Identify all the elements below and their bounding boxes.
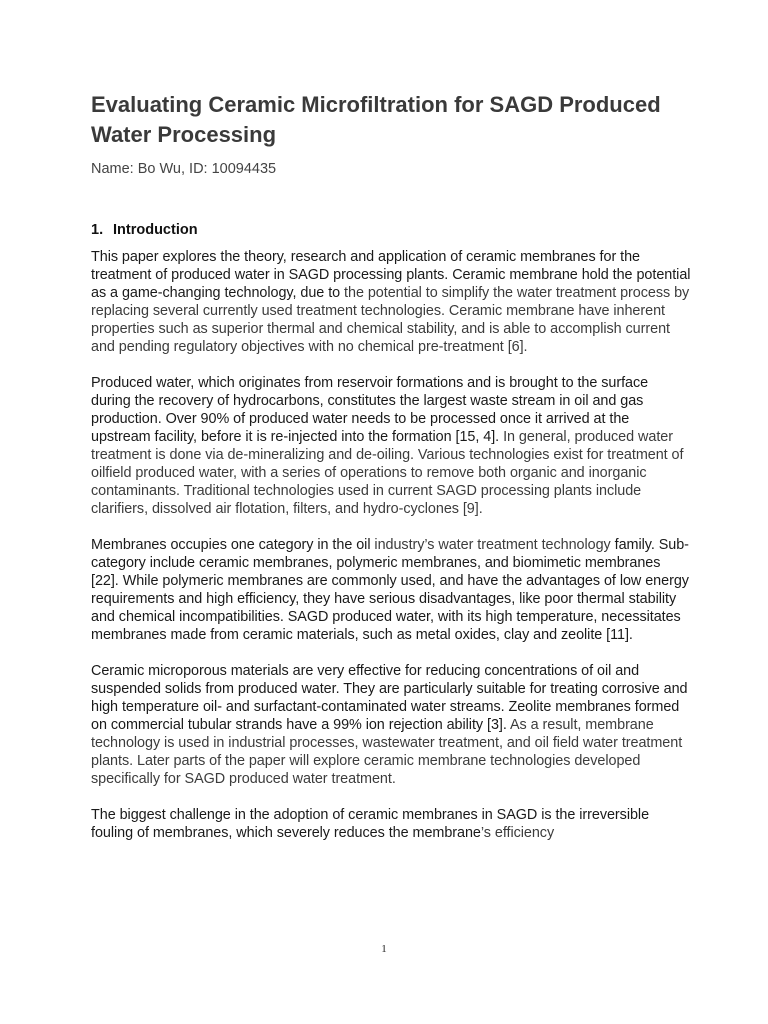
page-content bbox=[91, 90, 691, 860]
paragraph-3-text-cont: industry’s water treatment technology bbox=[374, 537, 611, 553]
paragraph-1-text: This paper explores the theory, research and application of ceramic membranes for the treatment of produced water in SAGD processing plants. Ceramic membrane hold the potential as a game-changing technology, due to bbox=[91, 249, 691, 301]
paragraph-3-text-tail: family. Sub-category include ceramic membranes, polymeric membranes, and biomimetic membranes [22]. While polymeric membranes are commonly used, and have the advantages of low energy requirements and high efficiency, they have serious disadvantages, like poor thermal stability and chemical incompatibilities. SAGD produced water, with its high temperature, necessitates membranes made from ceramic materials, such as metal oxides, clay and zeolite [11]. bbox=[91, 537, 689, 643]
section-heading-introduction bbox=[91, 221, 691, 239]
paragraph-3 bbox=[91, 536, 691, 644]
paragraph-1-text-cont: the potential to simplify the water treatment process by replacing several currently used treatment technologies. Ceramic membrane have inherent properties such as superior thermal and chemical stability, and is able to accomplish current and pending regulatory objectives with no chemical pre-treatment [6]. bbox=[91, 285, 690, 355]
paragraph-5 bbox=[91, 806, 691, 842]
section-number: 1. bbox=[91, 222, 104, 238]
author-line: Name: Bo Wu, ID: 10094435 bbox=[91, 161, 277, 177]
paragraph-4-text-cont: As a result, membrane technology is used in industrial processes, wastewater treatment, and oil field water treatment plants. Later parts of the paper will explore ceramic membrane technologies developed specifically for SAGD produced water treatment. bbox=[91, 717, 683, 787]
section-title: Introduction bbox=[113, 222, 198, 238]
paragraph-4 bbox=[91, 662, 691, 788]
paragraph-5-text: The biggest challenge in the adoption of ceramic membranes in SAGD is the irreversible fouling of membranes, which severely reduces the membrane bbox=[91, 807, 650, 841]
page-number: 1 bbox=[381, 943, 387, 955]
paragraph-2-text: Produced water, which originates from reservoir formations and is brought to the surface during the recovery of hydrocarbons, constitutes the largest waste stream in oil and gas production. Over 90% of produced water needs to be processed once it arrived at the upstream facility, before it is re-injected into the formation [15, 4]. bbox=[91, 375, 649, 445]
paragraph-2-text-cont: In general, produced water treatment is done via de-mineralizing and de-oiling. Various technologies exist for treatment of oilfield produced water, with a series of operations to remove both organic and inorganic contaminants. Traditional technologies used in current SAGD processing plants include clarifiers, dissolved air flotation, filters, and hydro-cyclones [9]. bbox=[91, 429, 684, 517]
paper-title: Evaluating Ceramic Microfiltration for SAGD Produced Water Processing bbox=[91, 92, 661, 147]
paragraph-3-text: Membranes occupies one category in the oil bbox=[91, 537, 375, 553]
paragraph-1 bbox=[91, 248, 691, 356]
paragraph-4-text: Ceramic microporous materials are very effective for reducing concentrations of oil and suspended solids from produced water. They are particularly suitable for treating corrosive and high temperature oil- and surfactant-contaminated water streams. Zeolite membranes formed on commercial tubular strands have a 99% ion rejection ability [3]. bbox=[91, 663, 688, 733]
paragraph-2 bbox=[91, 374, 691, 518]
paragraph-5-text-cont: ’s efficiency bbox=[480, 825, 555, 841]
